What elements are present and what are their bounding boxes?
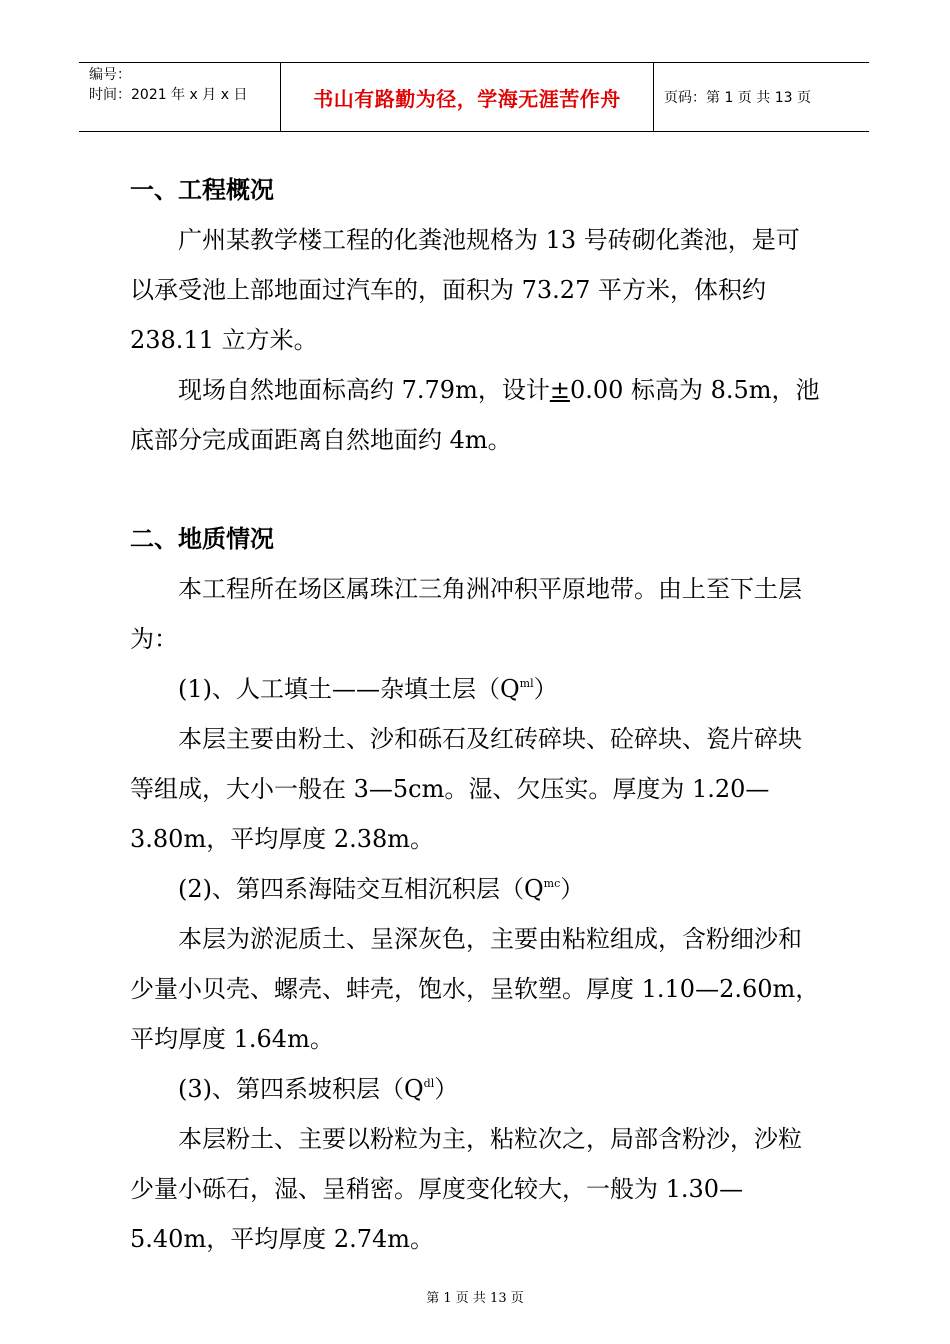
- document-number-label: 编号：: [89, 67, 131, 83]
- elevation-text-after: 0.00 标高为 8.5m，池底部分完成面距离自然地面约 4m。: [130, 376, 820, 454]
- section-2-intro: 本工程所在场区属珠江三角洲冲积平原地带。由上至下土层为：: [130, 575, 802, 653]
- document-body: [130, 165, 820, 1264]
- layer-1-title-text: (1)、人工填土——杂填土层（Q: [178, 675, 520, 703]
- section-1-paragraph-1: 广州某教学楼工程的化粪池规格为 13 号砖砌化粪池，是可以承受池上部地面过汽车的，面积为 73.27 平方米，体积约 238.11 立方米。: [130, 226, 800, 354]
- section-2-heading: 二、地质情况: [130, 524, 274, 553]
- layer-3-title-close: ）: [434, 1075, 459, 1103]
- layer-1-description: 本层主要由粉土、沙和砾石及红砖碎块、砼碎块、瓷片碎块等组成，大小一般在 3—5cm。湿、欠压实。厚度为 1.20—3.80m，平均厚度 2.38m。: [130, 725, 802, 853]
- layer-3-description: 本层粉土、主要以粉粒为主，粘粒次之，局部含粉沙，沙粒少量小砾石，湿、呈稍密。厚度变化较大，一般为 1.30—5.40m，平均厚度 2.74m。: [130, 1125, 802, 1253]
- layer-2-title-close: ）: [560, 875, 585, 903]
- header-meta-cell: [79, 63, 281, 131]
- header-page-cell: [654, 63, 869, 131]
- layer-3-title: [130, 1064, 820, 1114]
- plus-minus-symbol: ±: [549, 376, 570, 404]
- header-motto-cell: [281, 63, 654, 131]
- layer-2-title: [130, 864, 820, 914]
- layer-2-title-text: (2)、第四系海陆交互相沉积层（Q: [178, 875, 544, 903]
- layer-3-title-text: (3)、第四系坡积层（Q: [178, 1075, 424, 1103]
- layer-2-description: 本层为淤泥质土、呈深灰色，主要由粘粒组成，含粉细沙和少量小贝壳、螺壳、蚌壳，饱水，呈软塑。厚度 1.10—2.60m，平均厚度 1.64m。: [130, 925, 820, 1053]
- section-1-heading: 一、工程概况: [130, 175, 274, 204]
- layer-1-title: [130, 664, 820, 714]
- layer-1-superscript: ml: [519, 677, 534, 690]
- elevation-text-before: 现场自然地面标高约 7.79m，设计: [178, 376, 550, 404]
- layer-3-superscript: dl: [423, 1077, 435, 1090]
- header-table: [79, 62, 869, 132]
- layer-1-title-close: ）: [533, 675, 558, 703]
- document-time-label: 时间：2021 年 x 月 x 日: [89, 87, 248, 103]
- layer-2-superscript: mc: [543, 877, 561, 890]
- header-motto: 书山有路勤为径，学海无涯苦作舟: [313, 86, 621, 111]
- page-footer: 第 1 页 共 13 页: [426, 1291, 524, 1306]
- section-1-paragraph-2: [130, 365, 820, 465]
- header-page-code: 页码：第 1 页 共 13 页: [664, 90, 811, 106]
- section-spacer: [130, 465, 820, 514]
